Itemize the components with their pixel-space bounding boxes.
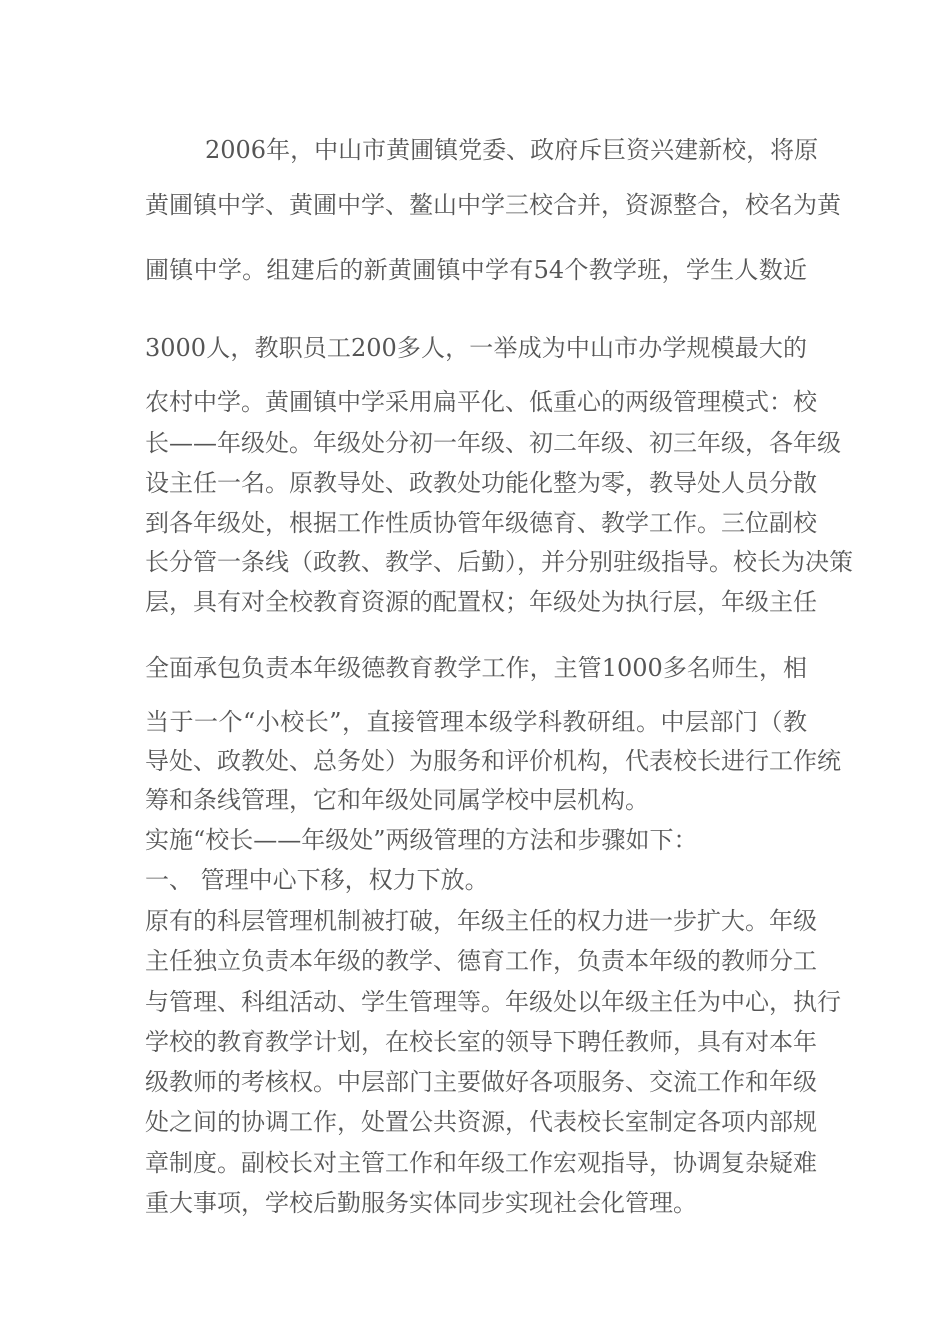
paragraph-line: 农村中学。黄圃镇中学采用扁平化、低重心的两级管理模式：校 [145,388,817,416]
paragraph-line: 导处、政教处、总务处）为服务和评价机构，代表校长进行工作统 [145,747,841,775]
paragraph-line: 章制度。副校长对主管工作和年级工作宏观指导，协调复杂疑难 [145,1149,817,1177]
paragraph-line: 全面承包负责本年级德教育教学工作，主管1000多名师生，相 [145,654,807,682]
paragraph-line: 实施“校长——年级处”两级管理的方法和步骤如下： [145,826,698,854]
paragraph-line: 3000人，教职员工200多人，一举成为中山市办学规模最大的 [145,334,807,362]
section-heading: 一、 管理中心下移，权力下放。 [145,866,489,894]
paragraph-line: 长分管一条线（政教、教学、后勤），并分别驻级指导。校长为决策 [145,548,853,576]
paragraph-line: 学校的教育教学计划，在校长室的领导下聘任教师，具有对本年 [145,1028,817,1056]
paragraph-line: 黄圃镇中学、黄圃中学、鳌山中学三校合并，资源整合，校名为黄 [145,191,841,219]
paragraph-line: 层，具有对全校教育资源的配置权；年级处为执行层，年级主任 [145,588,817,616]
paragraph-line: 原有的科层管理机制被打破，年级主任的权力进一步扩大。年级 [145,907,817,935]
paragraph-line: 长——年级处。年级处分初一年级、初二年级、初三年级，各年级 [145,429,841,457]
paragraph-line: 设主任一名。原教导处、政教处功能化整为零，教导处人员分散 [145,469,817,497]
paragraph-line: 圃镇中学。组建后的新黄圃镇中学有54个教学班，学生人数近 [145,256,807,284]
paragraph-line: 当于一个“小校长”，直接管理本级学科教研组。中层部门（教 [145,708,807,736]
paragraph-line: 重大事项，学校后勤服务实体同步实现社会化管理。 [145,1189,697,1217]
paragraph-line: 主任独立负责本年级的教学、德育工作，负责本年级的教师分工 [145,947,817,975]
paragraph-line: 到各年级处，根据工作性质协管年级德育、教学工作。三位副校 [145,509,817,537]
paragraph-line: 2006年，中山市黄圃镇党委、政府斥巨资兴建新校，将原 [205,136,819,164]
paragraph-line: 筹和条线管理，它和年级处同属学校中层机构。 [145,786,649,814]
paragraph-line: 与管理、科组活动、学生管理等。年级处以年级主任为中心，执行 [145,988,841,1016]
paragraph-line: 处之间的协调工作，处置公共资源，代表校长室制定各项内部规 [145,1108,817,1136]
paragraph-line: 级教师的考核权。中层部门主要做好各项服务、交流工作和年级 [145,1068,817,1096]
